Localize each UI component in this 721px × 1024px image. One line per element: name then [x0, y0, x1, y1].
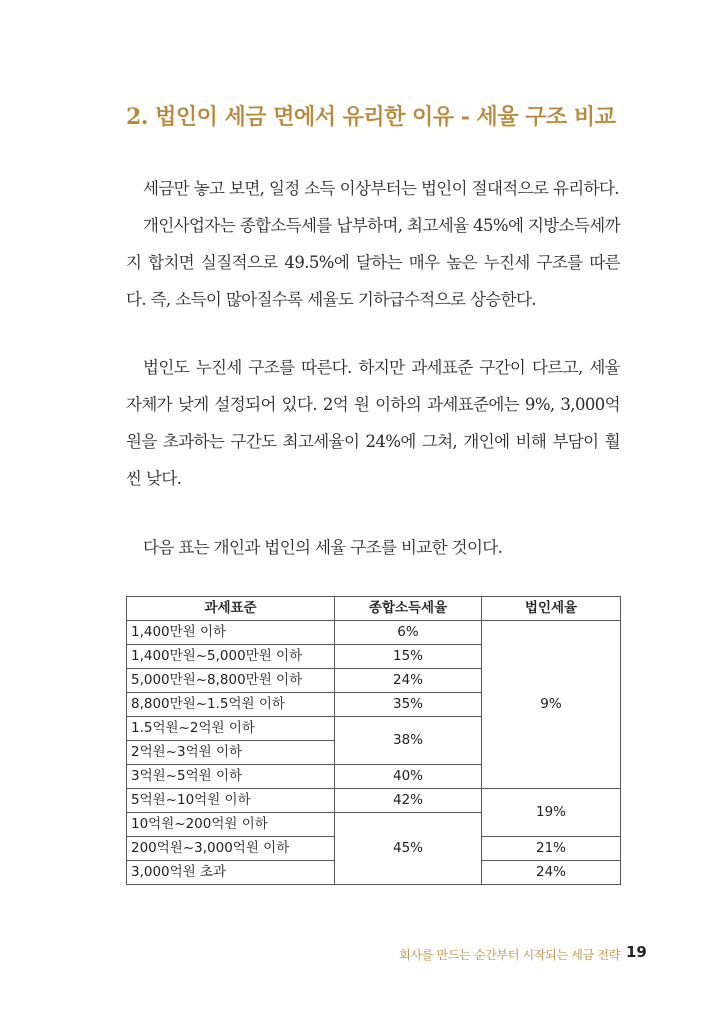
corporate-rate-cell: 19%	[482, 789, 621, 837]
table-header-row	[127, 597, 621, 621]
tax-base-cell: 200억원~3,000억원 이하	[127, 837, 335, 861]
tax-base-cell: 1.5억원~2억원 이하	[127, 717, 335, 741]
tax-base-cell: 1,400만원~5,000만원 이하	[127, 645, 335, 669]
header-corporate-tax-rate: 법인세율	[482, 597, 621, 621]
tax-base-cell: 10억원~200억원 이하	[127, 813, 335, 837]
table-row	[127, 621, 621, 645]
header-income-tax-rate: 종합소득세율	[335, 597, 482, 621]
tax-base-cell: 5억원~10억원 이하	[127, 789, 335, 813]
corporate-rate-cell: 21%	[482, 837, 621, 861]
income-rate-cell: 24%	[335, 669, 482, 693]
corporate-rate-cell: 24%	[482, 861, 621, 885]
paragraph-2-body: 법인도 누진세 구조를 따른다. 하지만 과세표준 구간이 다르고, 세율 자체가 낮게 설정되어 있다. 2억 원 이하의 과세표준에는 9%, 3,000억 원을 초과하는 구간도 최고세율이 24%에 그쳐, 개인에 비해 부담이 훨씬 낮다.	[126, 358, 620, 488]
tax-base-cell: 8,800만원~1.5억원 이하	[127, 693, 335, 717]
running-footer-title: 회사를 만드는 순간부터 시작되는 세금 전략	[399, 948, 620, 962]
tax-base-cell: 1,400만원 이하	[127, 621, 335, 645]
paragraph-3	[126, 529, 620, 566]
tax-rate-comparison-table	[126, 596, 621, 885]
paragraph-1-line-1: 세금만 놓고 보면, 일정 소득 이상부터는 법인이 절대적으로 유리하다.	[143, 179, 619, 198]
paragraph-1	[126, 170, 620, 318]
income-rate-cell: 42%	[335, 789, 482, 813]
header-tax-base: 과세표준	[127, 597, 335, 621]
table-row	[127, 789, 621, 813]
income-rate-cell: 40%	[335, 765, 482, 789]
tax-base-cell: 3,000억원 초과	[127, 861, 335, 885]
income-rate-cell: 35%	[335, 693, 482, 717]
page-number: 19	[626, 943, 647, 961]
income-rate-cell: 38%	[335, 717, 482, 765]
tax-base-cell: 2억원~3억원 이하	[127, 741, 335, 765]
paragraph-1-body: 개인사업자는 종합소득세를 납부하며, 최고세율 45%에 지방소득세까지 합치면 실질적으로 49.5%에 달하는 매우 높은 누진세 구조를 따른다. 즉, 소득이 많아질수록 세율도 기하급수적으로 상승한다.	[126, 216, 620, 309]
tax-base-cell: 5,000만원~8,800만원 이하	[127, 669, 335, 693]
income-rate-cell: 45%	[335, 813, 482, 885]
tax-base-cell: 3억원~5억원 이하	[127, 765, 335, 789]
corporate-rate-cell: 9%	[482, 621, 621, 789]
section-heading: 2. 법인이 세금 면에서 유리한 이유 - 세율 구조 비교	[126, 104, 616, 130]
income-rate-cell: 6%	[335, 621, 482, 645]
income-rate-cell: 15%	[335, 645, 482, 669]
paragraph-2	[126, 349, 620, 497]
paragraph-3-body: 다음 표는 개인과 법인의 세율 구조를 비교한 것이다.	[143, 538, 503, 557]
